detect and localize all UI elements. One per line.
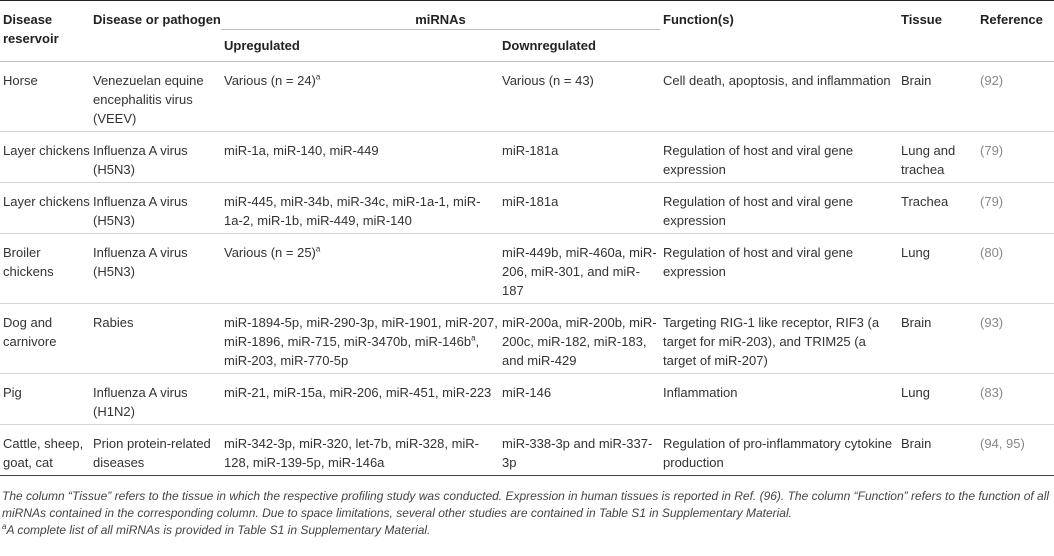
table-row bbox=[0, 183, 1054, 234]
table-row bbox=[0, 425, 1054, 476]
table-footnote bbox=[0, 476, 1054, 539]
cell-downregulated bbox=[499, 183, 660, 234]
cell-pathogen bbox=[90, 234, 221, 304]
cell-reference-text: (92) bbox=[980, 73, 1004, 88]
cell-tissue bbox=[898, 425, 977, 476]
cell-downregulated bbox=[499, 234, 660, 304]
cell-reservoir-text: Broiler chickens bbox=[3, 245, 54, 279]
cell-upregulated-text: miR-342-3p, miR-320, let-7b, miR-328, miR-128, miR-139-5p, miR-146a bbox=[224, 436, 480, 470]
cell-reference-text: (94, 95) bbox=[980, 436, 1025, 451]
cell-upregulated bbox=[221, 62, 499, 132]
cell-pathogen bbox=[90, 374, 221, 425]
cell-upregulated-text: Various (n = 25) bbox=[224, 245, 316, 260]
cell-pathogen bbox=[90, 425, 221, 476]
footnote-a bbox=[2, 522, 1054, 539]
cell-reference bbox=[977, 234, 1054, 304]
header-tissue: Tissue bbox=[901, 12, 942, 27]
cell-function-text: Cell death, apoptosis, and inflammation bbox=[663, 73, 891, 88]
cell-pathogen bbox=[90, 304, 221, 374]
footnote-a-mark: a bbox=[2, 522, 7, 531]
cell-tissue-text: Trachea bbox=[901, 194, 949, 209]
footnote-a-text: A complete list of all miRNAs is provided in Table S1 in Supplementary Material. bbox=[6, 523, 431, 537]
cell-upregulated bbox=[221, 132, 499, 183]
cell-reservoir bbox=[0, 374, 90, 425]
cell-reference-text: (83) bbox=[980, 385, 1004, 400]
cell-reference-text: (79) bbox=[980, 143, 1004, 158]
cell-upregulated bbox=[221, 234, 499, 304]
cell-downregulated-text: miR-181a bbox=[502, 194, 559, 209]
cell-function bbox=[660, 132, 898, 183]
header-pathogen: Disease or pathogen bbox=[93, 12, 221, 27]
cell-tissue bbox=[898, 132, 977, 183]
cell-downregulated-text: miR-181a bbox=[502, 143, 559, 158]
table-row bbox=[0, 374, 1054, 425]
cell-upregulated bbox=[221, 183, 499, 234]
cell-upregulated bbox=[221, 425, 499, 476]
cell-reservoir bbox=[0, 304, 90, 374]
cell-pathogen-text: Venezuelan equine encephalitis virus (VEEV) bbox=[93, 73, 204, 126]
cell-upregulated bbox=[221, 374, 499, 425]
cell-reference bbox=[977, 374, 1054, 425]
cell-function-text: Regulation of host and viral gene expression bbox=[663, 245, 854, 279]
footnote-marker: a bbox=[471, 333, 476, 343]
cell-downregulated-text: Various (n = 43) bbox=[502, 73, 594, 88]
header-reservoir: Disease reservoir bbox=[3, 12, 59, 46]
cell-tissue-text: Lung bbox=[901, 245, 930, 260]
cell-tissue-text: Brain bbox=[901, 436, 932, 451]
footnote-marker: a bbox=[315, 244, 321, 254]
cell-function bbox=[660, 374, 898, 425]
cell-reservoir-text: Layer chickens bbox=[3, 143, 90, 158]
cell-reservoir-text: Pig bbox=[3, 385, 22, 400]
cell-downregulated-text: miR-338-3p and miR-337-3p bbox=[502, 436, 653, 470]
cell-tissue bbox=[898, 183, 977, 234]
cell-downregulated-text: miR-200a, miR-200b, miR-200c, miR-182, miR-183, and miR-429 bbox=[502, 315, 657, 368]
cell-function-text: Regulation of host and viral gene expression bbox=[663, 194, 854, 228]
cell-pathogen-text: Rabies bbox=[93, 315, 134, 330]
top-rule bbox=[0, 0, 1054, 1]
cell-upregulated-text: miR-445, miR-34b, miR-34c, miR-1a-1, miR-1a-2, miR-1b, miR-449, miR-140 bbox=[224, 194, 481, 228]
cell-tissue-text: Brain bbox=[901, 315, 932, 330]
cell-tissue-text: Lung bbox=[901, 385, 930, 400]
cell-reservoir-text: Dog and carnivore bbox=[3, 315, 57, 349]
cell-tissue-text: Lung and trachea bbox=[901, 143, 956, 177]
cell-pathogen-text: Prion protein-related diseases bbox=[93, 436, 211, 470]
cell-upregulated-tail: , miR-203, miR-770-5p bbox=[224, 334, 480, 368]
cell-function-text: Inflammation bbox=[663, 385, 738, 400]
cell-reservoir bbox=[0, 234, 90, 304]
cell-reservoir bbox=[0, 62, 90, 132]
cell-function bbox=[660, 62, 898, 132]
header-function: Function(s) bbox=[663, 12, 734, 27]
table-row bbox=[0, 234, 1054, 304]
cell-upregulated-text: miR-1894-5p, miR-290-3p, miR-1901, miR-207, miR-1896, miR-715, miR-3470b, miR-146b bbox=[224, 315, 498, 349]
cell-tissue bbox=[898, 304, 977, 374]
cell-tissue bbox=[898, 234, 977, 304]
cell-function-text: Regulation of host and viral gene expression bbox=[663, 143, 854, 177]
cell-function-text: Regulation of pro-inflammatory cytokine production bbox=[663, 436, 893, 470]
header-mirnas: miRNAs bbox=[415, 12, 466, 27]
cell-reservoir bbox=[0, 183, 90, 234]
cell-downregulated bbox=[499, 425, 660, 476]
cell-reservoir-text: Layer chickens bbox=[3, 194, 90, 209]
table-row bbox=[0, 132, 1054, 183]
cell-upregulated bbox=[221, 304, 499, 374]
cell-reservoir bbox=[0, 425, 90, 476]
footnote-main: The column “Tissue” refers to the tissue in which the respective profiling study was conducted. Expression in human tissues is reported in Ref. (96). The column “Function” refers to the function of all miRNAs contained in the corresponding column. Due to space limitations, several other studies are contained in Table S1 in Supplementary Material. bbox=[2, 489, 1050, 520]
cell-downregulated bbox=[499, 132, 660, 183]
cell-tissue bbox=[898, 62, 977, 132]
footnote-marker: a bbox=[315, 72, 321, 82]
cell-pathogen bbox=[90, 183, 221, 234]
header-reference: Reference bbox=[980, 12, 1043, 27]
cell-reference bbox=[977, 183, 1054, 234]
cell-function bbox=[660, 304, 898, 374]
cell-downregulated bbox=[499, 62, 660, 132]
header-upregulated: Upregulated bbox=[221, 30, 499, 62]
cell-pathogen-text: Influenza A virus (H5N3) bbox=[93, 194, 188, 228]
cell-pathogen-text: Influenza A virus (H5N3) bbox=[93, 143, 188, 177]
cell-reservoir-text: Horse bbox=[3, 73, 38, 88]
cell-reservoir bbox=[0, 132, 90, 183]
cell-reference-text: (79) bbox=[980, 194, 1004, 209]
cell-pathogen-text: Influenza A virus (H5N3) bbox=[93, 245, 188, 279]
cell-tissue bbox=[898, 374, 977, 425]
cell-downregulated bbox=[499, 304, 660, 374]
table-row bbox=[0, 62, 1054, 132]
cell-pathogen-text: Influenza A virus (H1N2) bbox=[93, 385, 188, 419]
cell-upregulated-text: miR-1a, miR-140, miR-449 bbox=[224, 143, 379, 158]
cell-reference bbox=[977, 304, 1054, 374]
cell-reference bbox=[977, 62, 1054, 132]
cell-reference bbox=[977, 132, 1054, 183]
cell-reference bbox=[977, 425, 1054, 476]
cell-pathogen bbox=[90, 62, 221, 132]
cell-upregulated-text: Various (n = 24) bbox=[224, 73, 316, 88]
table-row bbox=[0, 304, 1054, 374]
cell-reservoir-text: Cattle, sheep, goat, cat bbox=[3, 436, 84, 470]
cell-pathogen bbox=[90, 132, 221, 183]
cell-function bbox=[660, 425, 898, 476]
cell-upregulated-text: miR-21, miR-15a, miR-206, miR-451, miR-223 bbox=[224, 385, 492, 400]
cell-function bbox=[660, 234, 898, 304]
cell-function bbox=[660, 183, 898, 234]
cell-reference-text: (93) bbox=[980, 315, 1004, 330]
cell-downregulated-text: miR-449b, miR-460a, miR-206, miR-301, and miR-187 bbox=[502, 245, 657, 298]
header-downregulated: Downregulated bbox=[499, 30, 660, 62]
cell-function-text: Targeting RIG-1 like receptor, RIF3 (a target for miR-203), and TRIM25 (a target of miR-207) bbox=[663, 315, 880, 368]
cell-downregulated-text: miR-146 bbox=[502, 385, 552, 400]
table-body bbox=[0, 62, 1054, 476]
cell-reference-text: (80) bbox=[980, 245, 1004, 260]
cell-tissue-text: Brain bbox=[901, 73, 932, 88]
cell-downregulated bbox=[499, 374, 660, 425]
